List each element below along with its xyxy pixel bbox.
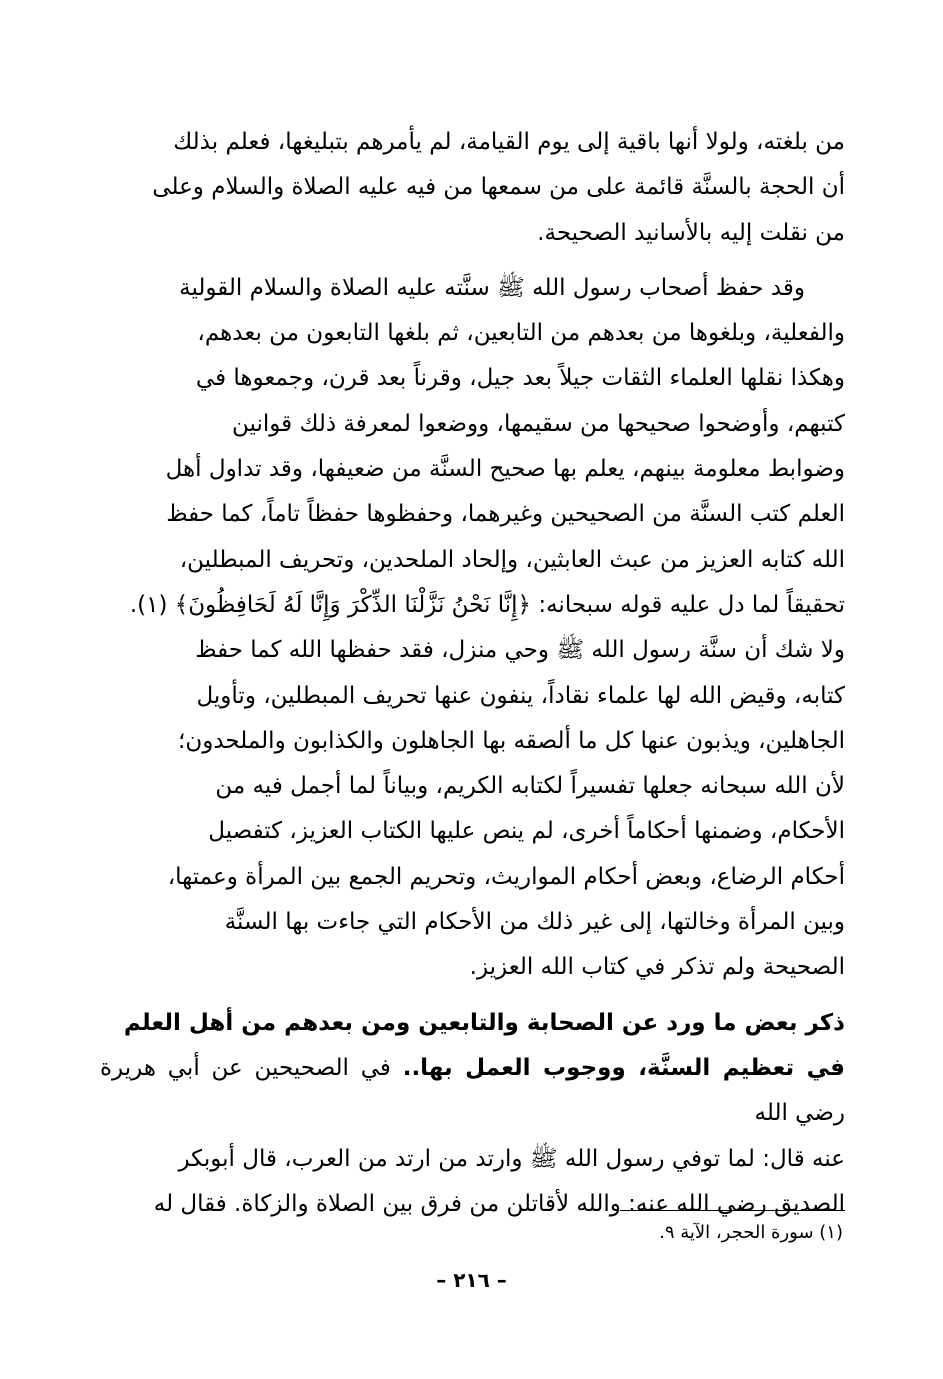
text-line: من بلغته، ولولا أنها باقية إلى يوم القيامة، لم يأمرهم بتبليغها، فعلم بذلك xyxy=(173,129,845,155)
text-line: وضوابط معلومة بينهم، يعلم بها صحيح السنَّة من ضعيفها، وقد تداول أهل xyxy=(165,456,845,483)
page-body xyxy=(100,120,845,1227)
footnote: (١) سورة الحجر، الآية ٩. xyxy=(659,1222,843,1243)
text-line: الصديق رضي الله عنه: والله لأقاتلن من فرق بين الصلاة والزكاة. فقال له xyxy=(153,1190,845,1217)
text-line: والفعلية، وبلغوها من بعدهم من التابعين، ثم بلغها التابعون من بعدهم، xyxy=(197,320,845,347)
text-line: وهكذا نقلها العلماء الثقات جيلاً بعد جيل، وقرناً بعد قرن، وجمعوها في xyxy=(195,365,845,392)
section-heading: ذكر بعض ما ورد عن الصحابة والتابعين ومن بعدهم من أهل العلم xyxy=(123,1009,845,1036)
text-line: وبين المرأة وخالتها، إلى غير ذلك من الأحكام التي جاءت بها السنَّة xyxy=(224,909,845,936)
paragraph-1 xyxy=(100,120,845,256)
section-heading-line-2 xyxy=(100,1046,845,1137)
text-line: العلم كتب السنَّة من الصحيحين وغيرهما، وحفظوها حفظاً تاماً، كما حفظ xyxy=(166,501,845,528)
text-line: كتابه، وقيض الله لها علماء نقاداً، ينفون عنها تحريف المبطلين، وتأويل xyxy=(196,682,845,709)
text-line: لأن الله سبحانه جعلها تفسيراً لكتابه الكريم، وبياناً لما أجمل فيه من xyxy=(215,773,845,800)
footnote-divider xyxy=(620,1210,845,1211)
section-text: في الصحيحين عن أبي هريرة رضي الله xyxy=(100,1054,845,1127)
section-heading-continued: في تعظيم السنَّة، ووجوب العمل بها.. xyxy=(402,1054,845,1081)
text-line: الأحكام، وضمنها أحكاماً أخرى، لم ينص عليها الكتاب العزيز، كتفصيل xyxy=(208,818,845,845)
text-line: عنه قال: لما توفي رسول الله ﷺ وارتد من ارتد من العرب، قال أبوبكر xyxy=(178,1145,845,1172)
paragraph-2 xyxy=(100,266,845,991)
text-line: ولا شك أن سنَّة رسول الله ﷺ وحي منزل، فقد حفظها الله كما حفظ xyxy=(195,637,845,664)
text-line: الجاهلين، ويذبون عنها كل ما ألصقه بها الجاهلون والكذابون والملحدون؛ xyxy=(178,727,845,754)
text-line: أحكام الرضاع، وبعض أحكام المواريث، وتحريم الجمع بين المرأة وعمتها، xyxy=(167,863,845,890)
text-line: من نقلت إليه بالأسانيد الصحيحة. xyxy=(537,219,845,246)
page-number: – ٢١٦ – xyxy=(436,1268,507,1292)
quran-verse-line: تحقيقاً لما دل عليه قوله سبحانه: ﴿إِنَّا نَحْنُ نَزَّلْنَا الذِّكْرَ وَإِنَّا لَهُ لَحَافِظُونَ﴾ (١). xyxy=(129,591,845,618)
text-line: الصحيحة ولم تذكر في كتاب الله العزيز. xyxy=(469,954,845,981)
text-line: وقد حفظ أصحاب رسول الله ﷺ سنَّته عليه الصلاة والسلام القولية xyxy=(179,274,805,301)
text-line: الله كتابه العزيز من عبث العابثين، وإلحاد الملحدين، وتحريف المبطلين، xyxy=(179,546,845,573)
section-paragraph xyxy=(100,1001,845,1227)
text-line: أن الحجة بالسنَّة قائمة على من سمعها من فيه عليه الصلاة والسلام وعلى xyxy=(152,174,845,201)
text-line: كتبهم، وأوضحوا صحيحها من سقيمها، ووضعوا لمعرفة ذلك قوانين xyxy=(232,410,845,437)
